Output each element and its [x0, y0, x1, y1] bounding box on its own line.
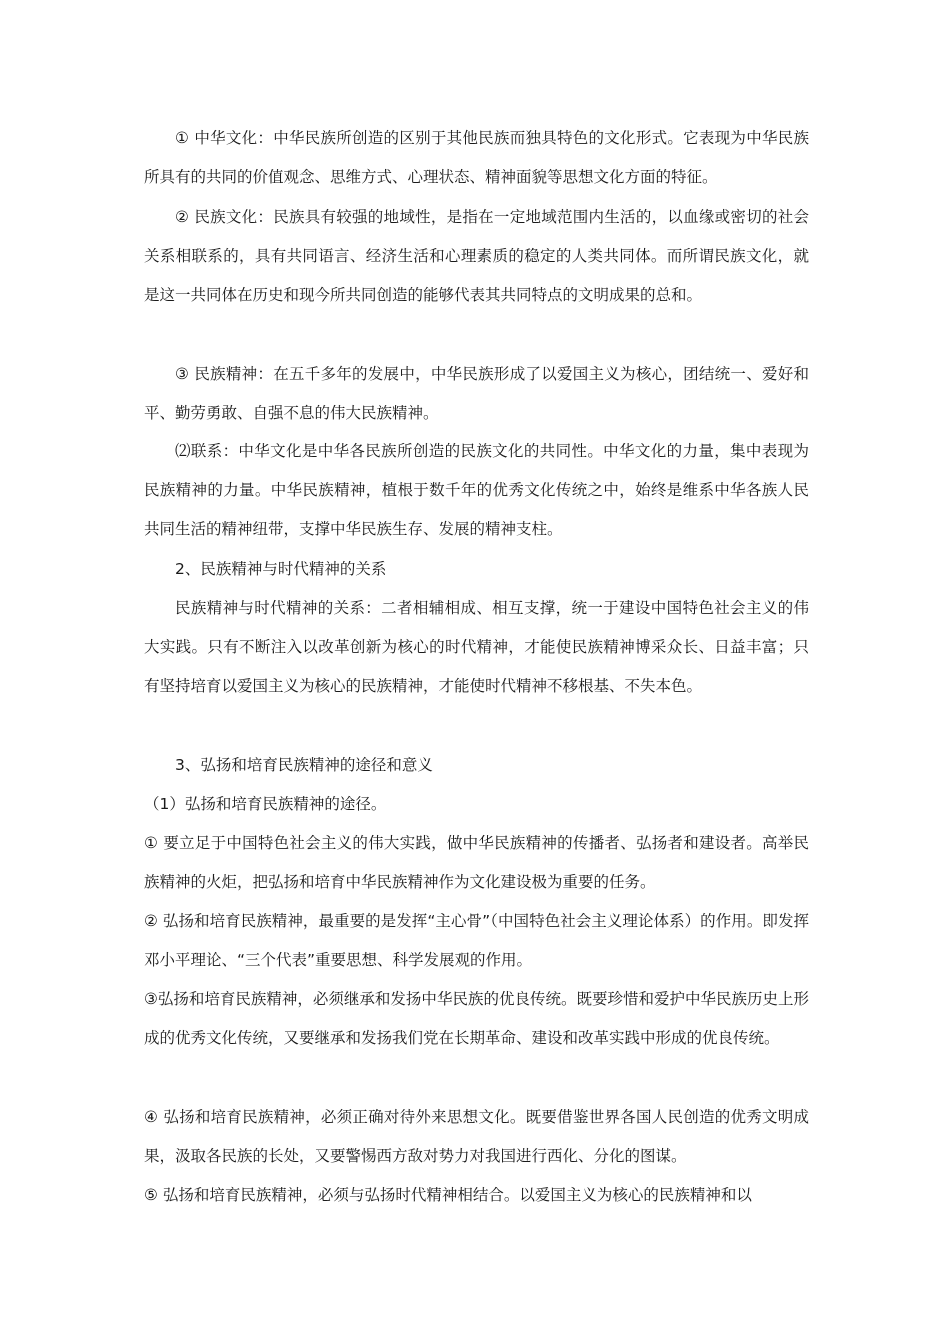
paragraph-ethnic-culture: ② 民族文化：民族具有较强的地域性，是指在一定地域范围内生活的，以血缘或密切的社会关系相联系的，具有共同语言、经济生活和心理素质的稳定的人类共同体。而所谓民族文化，就是这一共同体在历史和现今所共同创造的能够代表其共同特点的文明成果的总和。: [144, 208, 809, 304]
list-item-2: ② 弘扬和培育民族精神，最重要的是发挥“主心骨”（中国特色社会主义理论体系）的作用。即发挥邓小平理论、“三个代表”重要思想、科学发展观的作用。: [144, 912, 809, 969]
list-item-1: ① 要立足于中国特色社会主义的伟大实践，做中华民族精神的传播者、弘扬者和建设者。高举民族精神的火炬，把弘扬和培育中华民族精神作为文化建设极为重要的任务。: [144, 834, 809, 891]
section-heading-3: 3、弘扬和培育民族精神的途径和意义: [175, 756, 433, 774]
paragraph-spirit-relationship: 民族精神与时代精神的关系：二者相辅相成、相互支撑，统一于建设中国特色社会主义的伟大实践。只有不断注入以改革创新为核心的时代精神，才能使民族精神博采众长、日益丰富；只有坚持培育以爱国主义为核心的民族精神，才能使时代精神不移根基、不失本色。: [144, 599, 809, 695]
paragraph-chinese-culture: ① 中华文化：中华民族所创造的区别于其他民族而独具特色的文化形式。它表现为中华民族所具有的共同的价值观念、思维方式、心理状态、精神面貌等思想文化方面的特征。: [144, 129, 809, 186]
list-item-4: ④ 弘扬和培育民族精神，必须正确对待外来思想文化。既要借鉴世界各国人民创造的优秀文明成果，汲取各民族的长处，又要警惕西方敌对势力对我国进行西化、分化的图谋。: [144, 1108, 809, 1165]
paragraph-national-spirit: ③ 民族精神：在五千多年的发展中，中华民族形成了以爱国主义为核心，团结统一、爱好和平、勤劳勇敢、自强不息的伟大民族精神。: [144, 365, 809, 422]
paragraph-relation: ⑵联系：中华文化是中华各民族所创造的民族文化的共同性。中华文化的力量，集中表现为民族精神的力量。中华民族精神，植根于数千年的优秀文化传统之中，始终是维系中华各族人民共同生活的精神纽带，支撑中华民族生存、发展的精神支柱。: [144, 442, 809, 538]
list-item-3: ③弘扬和培育民族精神，必须继承和发扬中华民族的优良传统。既要珍惜和爱护中华民族历史上形成的优秀文化传统，又要继承和发扬我们党在长期革命、建设和改革实践中形成的优良传统。: [144, 990, 809, 1047]
section-heading-2: 2、民族精神与时代精神的关系: [175, 560, 387, 578]
subsection-heading-1: （1）弘扬和培育民族精神的途径。: [144, 795, 387, 813]
list-item-5: ⑤ 弘扬和培育民族精神，必须与弘扬时代精神相结合。以爱国主义为核心的民族精神和以: [144, 1186, 752, 1204]
